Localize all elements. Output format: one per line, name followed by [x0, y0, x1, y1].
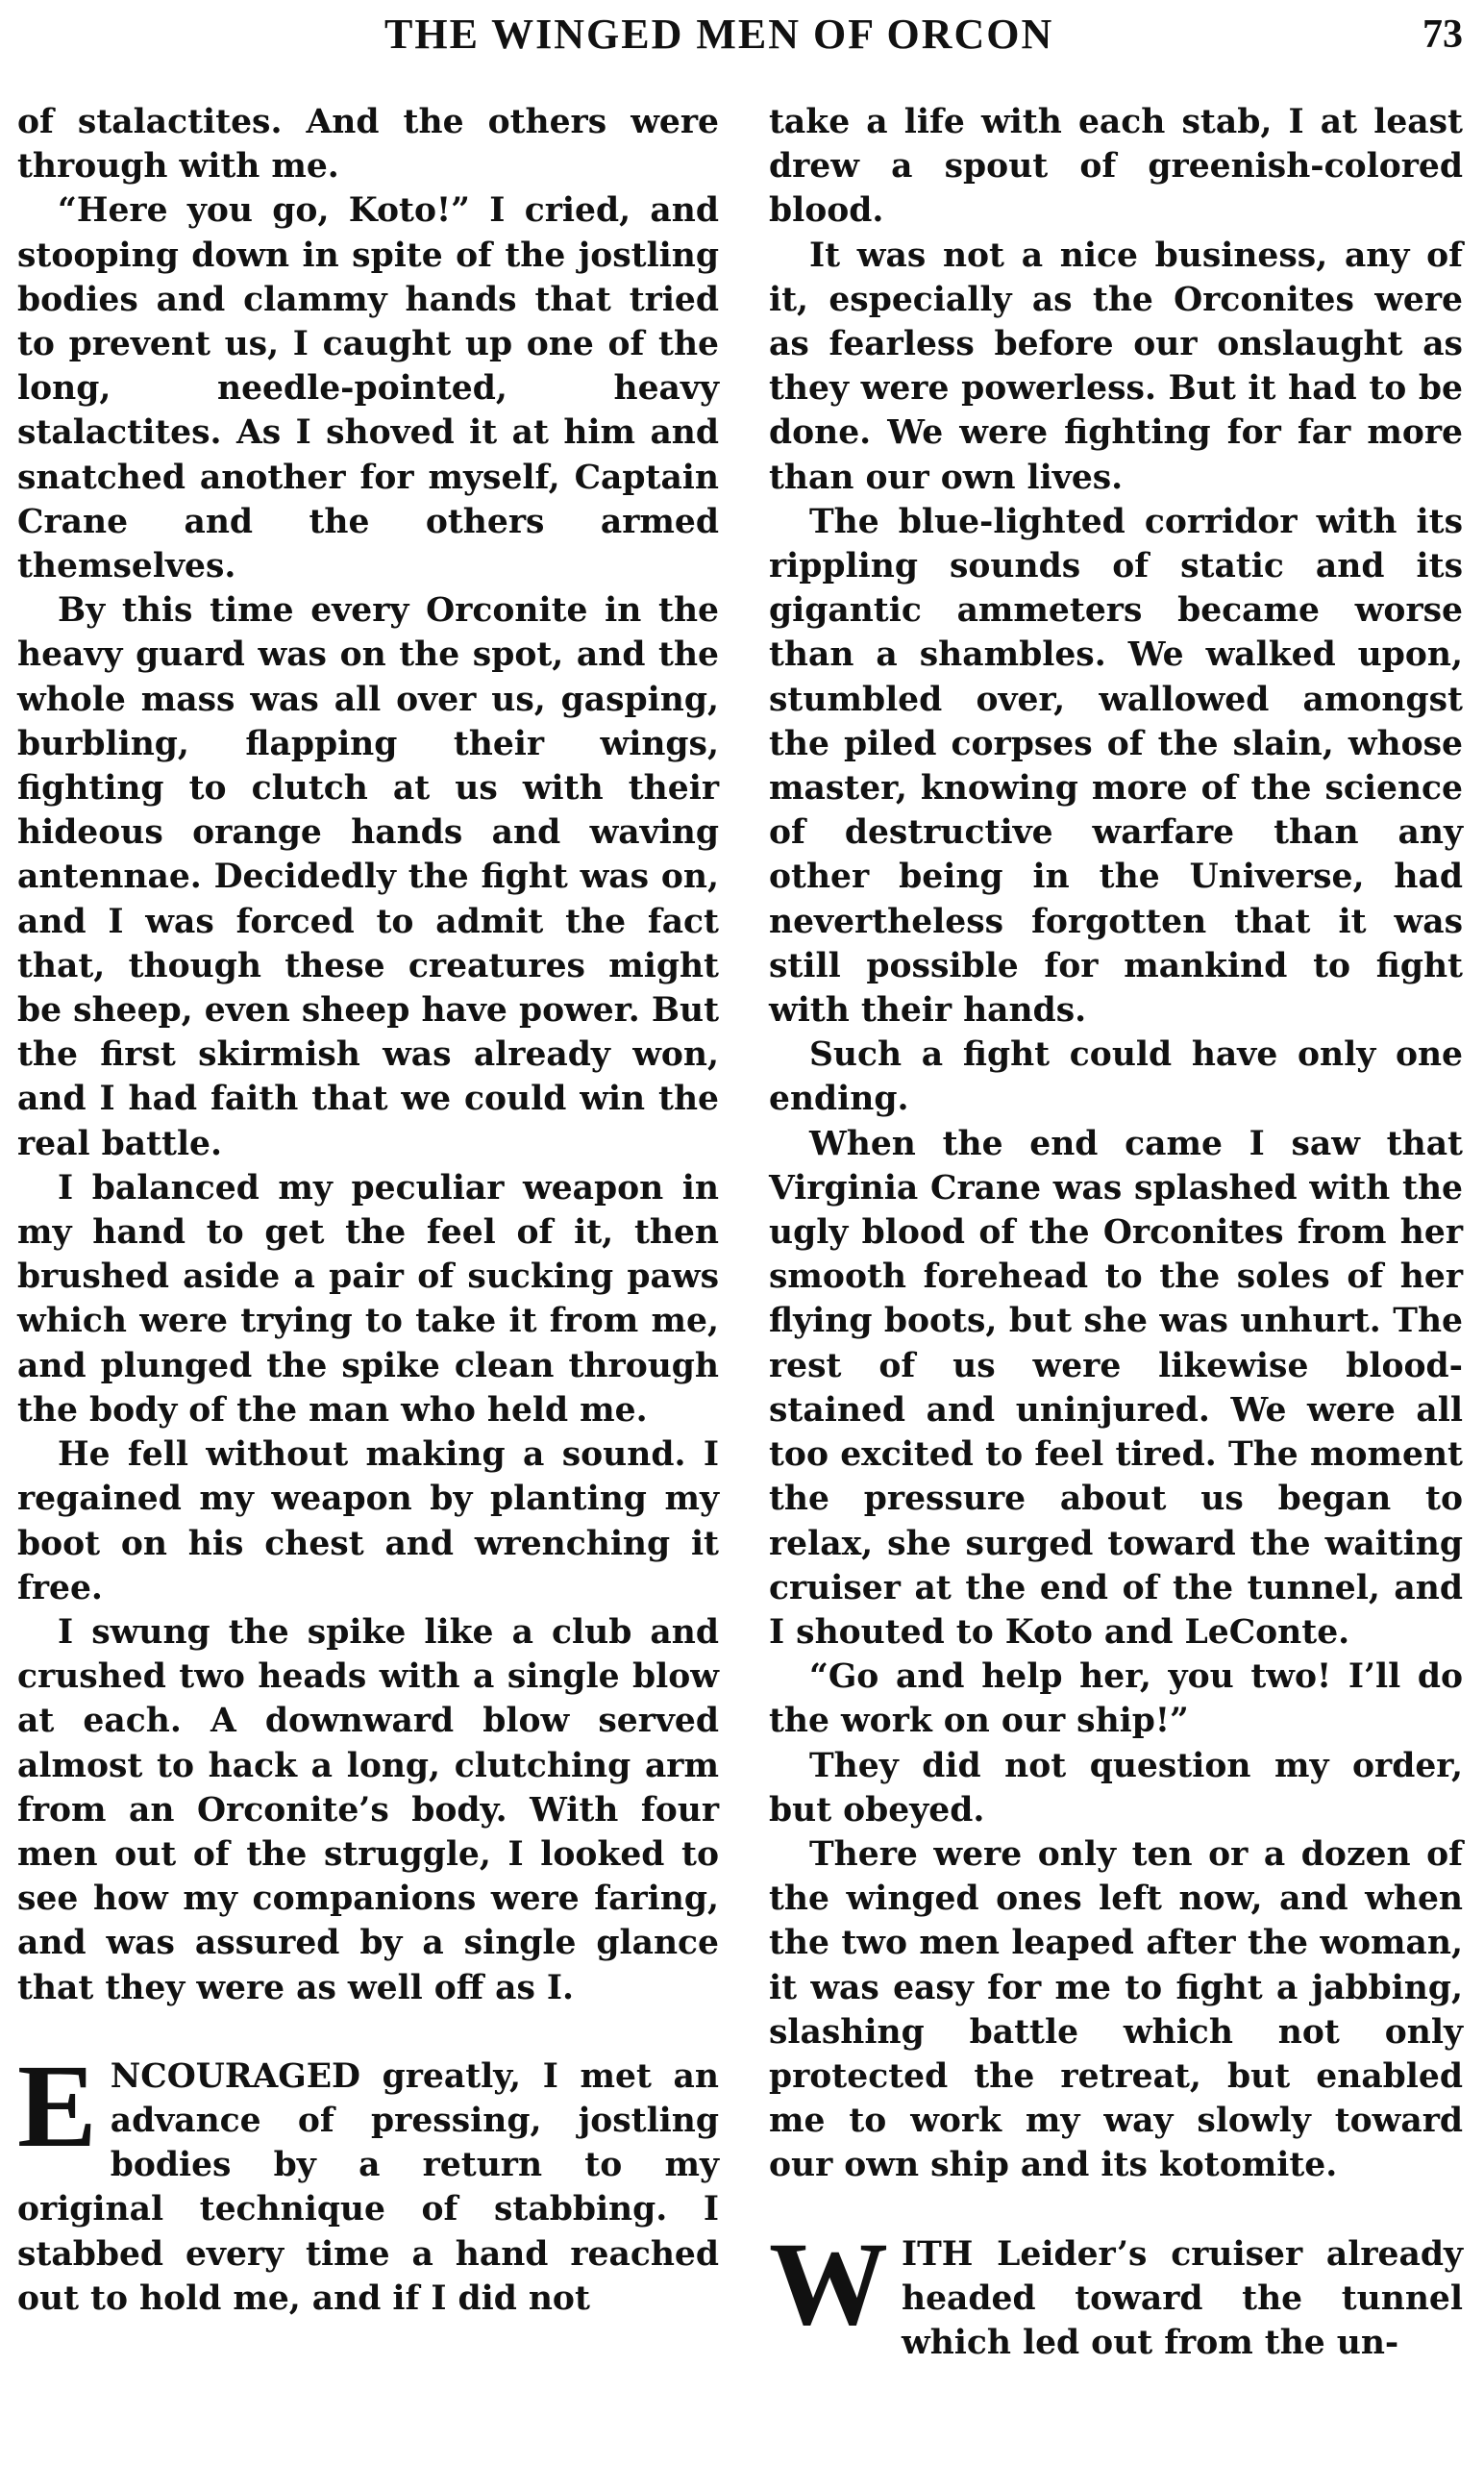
paragraph: There were only ten or a dozen of the winged ones left now, and when the two men leaped after the woman, it was easy for me to fight a jabbing, slashing battle which not only protected the retreat, but enabled me to work my way slowly toward our own ship and its kotomite. [769, 1834, 1463, 2185]
section-break [17, 2010, 719, 2054]
running-title: THE WINGED MEN OF ORCON [384, 11, 1054, 58]
paragraph: I swung the spike like a club and crushed two heads with a single blow at each. A downward blow served almost to hack a long, clutching arm from an Orconite’s body. With four men out of the struggle, I looked to see how my companions were faring, and was assured by a single glance that they were as well off as I. [17, 1612, 719, 2007]
page-number: 73 [1422, 12, 1463, 57]
paragraph: When the end came I saw that Virginia Crane was splashed with the ugly blood of the Orconites from her smooth forehead to the soles of her flying boots, but she was unhurt. The rest of us were likewise blood-stained and uninjured. We were all too excited to feel tired. The moment the pressure about us began to relax, she surged toward the waiting cruiser at the end of the tunnel, and I shouted to Koto and LeConte. [769, 1124, 1463, 1652]
paragraph-text: NCOURAGED greatly, I met an advance of pressing, jostling bodies by a return to my original technique of stabbing. I stabbed every time a hand reached out to hold me, and if I did not [17, 2056, 719, 2318]
paragraph: “Here you go, Koto!” I cried, and stooping down in spite of the jostling bodies and clammy hands that tried to prevent us, I caught up one of the long, needle-pointed, heavy stalactites. As I shoved it at him and snatched another for myself, Captain Crane and the others armed themselves. [17, 191, 719, 586]
paragraph: They did not question my order, but obeyed. [769, 1746, 1463, 1830]
page-header [0, 6, 1484, 63]
right-column [769, 100, 1463, 2365]
drop-cap: W [769, 2217, 888, 2350]
paragraph: of stalactites. And the others were through with me. [17, 103, 719, 187]
paragraph: It was not a nice business, any of it, especially as the Orconites were as fearless before our onslaught as they were powerless. But it had to be done. We were fighting for far more than our own lives. [769, 236, 1463, 497]
dropcap-paragraph [17, 2039, 719, 2321]
drop-cap: E [17, 2039, 97, 2172]
paragraph-text: ITH Leider’s cruiser already headed toward the tunnel which led out from the un- [902, 2234, 1463, 2362]
dropcap-paragraph [769, 2217, 1463, 2366]
paragraph: He fell without making a sound. I regained my weapon by planting my boot on his chest and wrenching it free. [17, 1435, 719, 1607]
left-column [17, 100, 719, 2321]
paragraph: “Go and help her, you two! I’ll do the work on our ship!” [769, 1657, 1463, 1741]
paragraph: By this time every Orconite in the heavy guard was on the spot, and the whole mass was all over us, gasping, burbling, flapping their wings, fighting to clutch at us with their hideous orange hands and waving antennae. Decidedly the fight was on, and I was forced to admit the fact that, though these creatures might be sheep, even sheep have power. But the first skirmish was already won, and I had faith that we could win the real battle. [17, 591, 719, 1163]
paragraph: Such a fight could have only one ending. [769, 1035, 1463, 1119]
paragraph: I balanced my peculiar weapon in my hand to get the feel of it, then brushed aside a pair of sucking paws which were trying to take it from me, and plunged the spike clean through the body of the man who held me. [17, 1168, 719, 1430]
paragraph: take a life with each stab, I at least drew a spout of greenish-colored blood. [769, 103, 1463, 231]
paragraph: The blue-lighted corridor with its rippling sounds of static and its gigantic ammeters became worse than a shambles. We walked upon, stumbled over, wallowed amongst the piled corpses of the slain, whose master, knowing more of the science of destructive warfare than any other being in the Universe, had nevertheless forgotten that it was still possible for mankind to fight with their hands. [769, 502, 1463, 1031]
